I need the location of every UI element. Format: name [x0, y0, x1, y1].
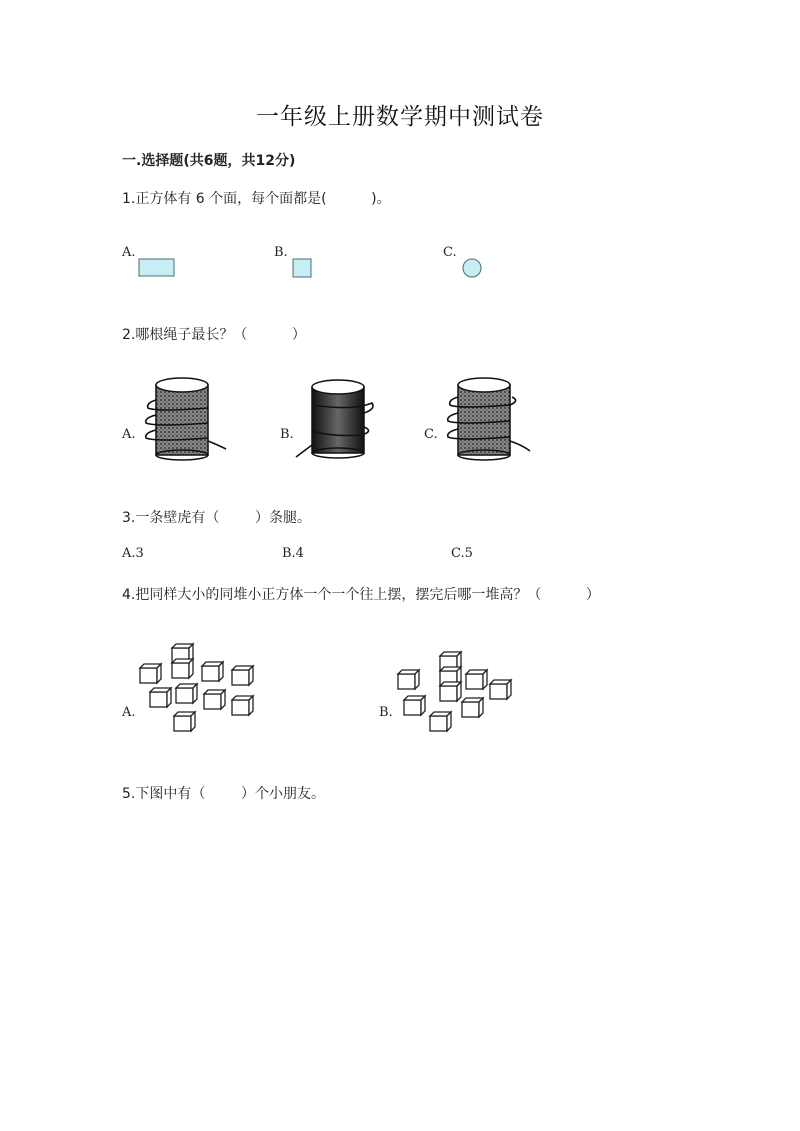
- q3-option-c: C.5: [451, 546, 473, 561]
- q2-option-c-label: C.: [424, 427, 438, 442]
- rope-cylinder-a-image: [140, 375, 230, 465]
- q2-option-a-label: A.: [122, 427, 136, 442]
- q1-option-b-label: B.: [274, 245, 288, 260]
- question-3-text: 3.一条壁虎有（ ）条腿。: [122, 510, 311, 526]
- q2-option-b-label: B.: [280, 427, 294, 442]
- q3-option-b: B.4: [282, 546, 304, 561]
- rope-cylinder-b-image: [292, 375, 382, 465]
- question-1-text: 1.正方体有 6 个面，每个面都是( )。: [122, 191, 391, 207]
- q1-option-a-label: A.: [122, 245, 136, 260]
- page-title: 一年级上册数学期中测试卷: [256, 104, 544, 130]
- question-5-text: 5.下图中有（ ）个小朋友。: [122, 786, 325, 802]
- section-heading: 一.选择题(共6题，共12分): [122, 153, 296, 169]
- square-shape: [292, 258, 314, 280]
- circle-shape: [461, 257, 485, 281]
- question-4-text: 4.把同样大小的同堆小正方体一个一个往上摆，摆完后哪一堆高？（ ）: [122, 587, 600, 603]
- q1-option-c-label: C.: [443, 245, 457, 260]
- rope-cylinder-c-image: [440, 375, 535, 465]
- cube-pile-b-image: [396, 650, 526, 745]
- q4-option-b-label: B.: [379, 705, 393, 720]
- cube-pile-a-image: [138, 640, 268, 740]
- question-2-text: 2.哪根绳子最长？（ ）: [122, 327, 306, 343]
- rectangle-shape: [138, 258, 178, 280]
- q4-option-a-label: A.: [122, 705, 136, 720]
- q3-option-a: A.3: [122, 546, 144, 561]
